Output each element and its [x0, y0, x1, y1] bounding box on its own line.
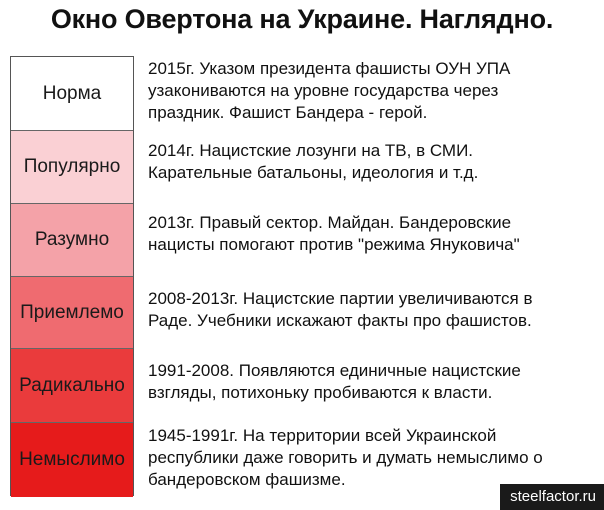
scale-cell-priemlemo: [11, 277, 133, 349]
scale-cell-norma: [11, 57, 133, 131]
scale-cell-populyarno: [11, 131, 133, 204]
scale-label: Разумно: [34, 229, 110, 250]
row-description: 2015г. Указом президента фашисты ОУН УПА узакониваются на уровне государства через праздник. Фашист Бандера - герой.: [148, 59, 511, 122]
row-description: 2013г. Правый сектор. Майдан. Бандеровские нацисты помогают против "режима Януковича": [148, 213, 520, 254]
row-description: 2008-2013г. Нацистские партии увеличиваются в Раде. Учебники искажают факты про фашистов.: [148, 289, 533, 330]
scale-label: Норма: [42, 82, 102, 104]
page-title: Окно Овертона на Украине. Наглядно.: [50, 4, 554, 34]
overton-scale: [10, 56, 134, 496]
scale-label: Радикально: [19, 374, 125, 396]
row-description: 1945-1991г. На территории всей Украинской республики даже говорить и думать немыслимо о бандеровском фашизме.: [148, 426, 543, 489]
row-description: 2014г. Нацистские лозунги на ТВ, в СМИ. Карательные батальоны, идеология и т.д.: [148, 141, 479, 182]
scale-cell-radikalno: [11, 349, 133, 423]
watermark: steelfactor.ru: [500, 484, 604, 510]
scale-cell-razumno: [11, 204, 133, 277]
scale-label: Приемлемо: [20, 301, 124, 323]
scale-label: Немыслимо: [19, 449, 125, 470]
scale-cell-nemyslimo: [11, 423, 133, 497]
scale-label: Популярно: [23, 156, 121, 177]
row-description: 1991-2008. Появляются единичные нацистские взгляды, потихоньку пробиваются к власти.: [148, 361, 521, 402]
